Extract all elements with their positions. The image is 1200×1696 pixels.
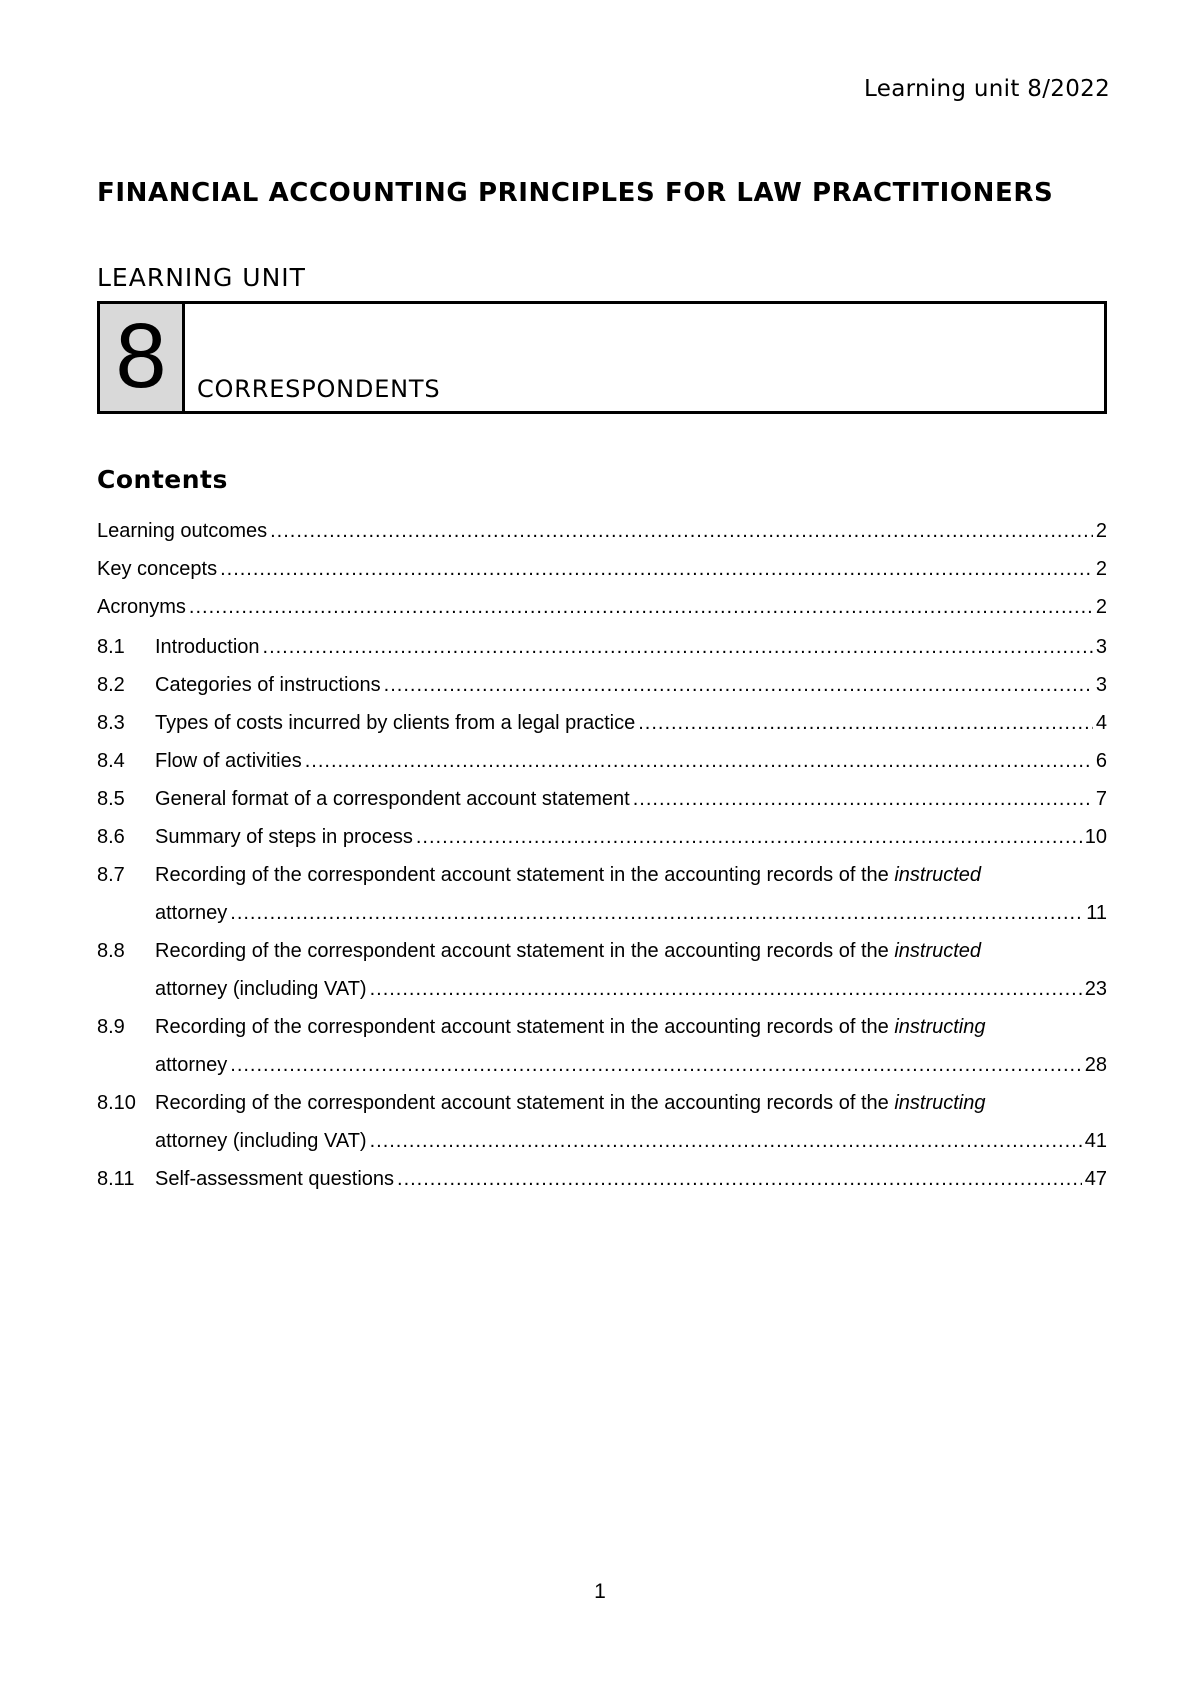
toc-leader-dots <box>220 550 1093 588</box>
toc-entry-number: 8.9 <box>97 1016 125 1038</box>
toc-entry-title: Types of costs incurred by clients from a legal practice <box>155 712 636 734</box>
toc-entry-page: 6 <box>1095 750 1107 772</box>
toc-entry-number: 8.7 <box>97 864 125 886</box>
toc-entry-number: 8.4 <box>97 750 125 772</box>
unit-label: LEARNING UNIT <box>97 263 306 292</box>
toc-entry[interactable] <box>97 1008 1107 1084</box>
toc-entry[interactable] <box>97 856 1107 932</box>
toc-entry-title-line2: attorney <box>155 1054 228 1076</box>
toc-entry-title: Introduction <box>155 636 260 658</box>
toc-entry-page: 2 <box>1095 596 1107 618</box>
toc-entry[interactable] <box>97 550 1107 588</box>
toc-entry-title: Self-assessment questions <box>155 1168 395 1190</box>
toc-entry-number: 8.1 <box>97 636 125 658</box>
toc-entry-number: 8.2 <box>97 674 125 696</box>
toc-entry-page: 2 <box>1095 558 1107 580</box>
toc-leader-dots <box>270 512 1093 550</box>
toc-entry-page: 11 <box>1086 902 1107 924</box>
toc-entry-title-line1: Recording of the correspondent account statement in the accounting records of the instructed <box>155 864 982 886</box>
toc-entry-title: Learning outcomes <box>97 520 268 542</box>
toc-leader-dots <box>230 1046 1081 1084</box>
toc-entry[interactable] <box>97 742 1107 780</box>
toc-leader-dots <box>263 628 1093 666</box>
toc-entry-title: General format of a correspondent account statement <box>155 788 630 810</box>
unit-title: CORRESPONDENTS <box>197 375 441 403</box>
toc-leader-dots <box>633 780 1093 818</box>
toc-entry-title: Key concepts <box>97 558 218 580</box>
toc-leader-dots <box>638 704 1093 742</box>
toc-entry-title-line2: attorney (including VAT) <box>155 1130 367 1152</box>
toc-entry-page: 4 <box>1095 712 1107 734</box>
toc-entry[interactable] <box>97 512 1107 550</box>
toc-entry-number: 8.8 <box>97 940 125 962</box>
toc-entry-page: 7 <box>1095 788 1107 810</box>
toc-leader-dots <box>397 1160 1082 1198</box>
toc-entry[interactable] <box>97 704 1107 742</box>
document-title: FINANCIAL ACCOUNTING PRINCIPLES FOR LAW PRACTITIONERS <box>97 178 1054 208</box>
toc-entry-emphasis: instructed <box>894 940 982 962</box>
toc-entry-title-line1: Recording of the correspondent account statement in the accounting records of the instructing <box>155 1092 986 1114</box>
toc-leader-dots <box>416 818 1082 856</box>
toc-entry-page: 41 <box>1084 1130 1107 1152</box>
toc-entry-number: 8.3 <box>97 712 125 734</box>
toc-entry-title-line1: Recording of the correspondent account statement in the accounting records of the instructed <box>155 940 982 962</box>
toc-leader-dots <box>230 894 1083 932</box>
toc-entry-number: 8.6 <box>97 826 125 848</box>
toc-entry[interactable] <box>97 1160 1107 1198</box>
toc-entry-emphasis: instructing <box>894 1092 986 1114</box>
toc-entry-emphasis: instructed <box>894 864 982 886</box>
toc-entry-title: Categories of instructions <box>155 674 381 696</box>
toc-entry-page: 3 <box>1095 636 1107 658</box>
toc-leader-dots <box>305 742 1093 780</box>
toc-entry[interactable] <box>97 932 1107 1008</box>
toc-entry-title-line1: Recording of the correspondent account statement in the accounting records of the instructing <box>155 1016 986 1038</box>
toc-entry-page: 28 <box>1084 1054 1107 1076</box>
unit-number: 8 <box>115 304 167 407</box>
toc-entry-emphasis: instructing <box>894 1016 986 1038</box>
toc-entry-page: 2 <box>1095 520 1107 542</box>
toc-leader-dots <box>384 666 1093 704</box>
toc-entry-number: 8.5 <box>97 788 125 810</box>
toc-entry-title: Flow of activities <box>155 750 302 772</box>
toc-entry[interactable] <box>97 1084 1107 1160</box>
toc-leader-dots <box>189 588 1093 626</box>
toc-entry[interactable] <box>97 780 1107 818</box>
toc-entry-page: 23 <box>1084 978 1107 1000</box>
table-of-contents <box>97 512 1107 1198</box>
toc-entry-page: 47 <box>1084 1168 1107 1190</box>
toc-entry-title: Acronyms <box>97 596 186 618</box>
toc-entry[interactable] <box>97 818 1107 856</box>
toc-entry[interactable] <box>97 628 1107 666</box>
toc-entry[interactable] <box>97 666 1107 704</box>
toc-entry-page: 10 <box>1084 826 1107 848</box>
unit-number-cell <box>100 304 185 411</box>
toc-entry-title-line2: attorney <box>155 902 228 924</box>
toc-entry-page: 3 <box>1095 674 1107 696</box>
page-number: 1 <box>594 1580 606 1603</box>
toc-entry[interactable] <box>97 588 1107 626</box>
running-header: Learning unit 8/2022 <box>864 76 1110 102</box>
toc-entry-number: 8.10 <box>97 1092 136 1114</box>
toc-entry-title-line2: attorney (including VAT) <box>155 978 367 1000</box>
toc-entry-title: Summary of steps in process <box>155 826 413 848</box>
toc-leader-dots <box>370 970 1082 1008</box>
toc-entry-number: 8.11 <box>97 1168 135 1190</box>
unit-title-cell <box>185 304 1104 411</box>
unit-title-box <box>97 301 1107 414</box>
contents-heading: Contents <box>97 465 228 494</box>
toc-leader-dots <box>370 1122 1082 1160</box>
